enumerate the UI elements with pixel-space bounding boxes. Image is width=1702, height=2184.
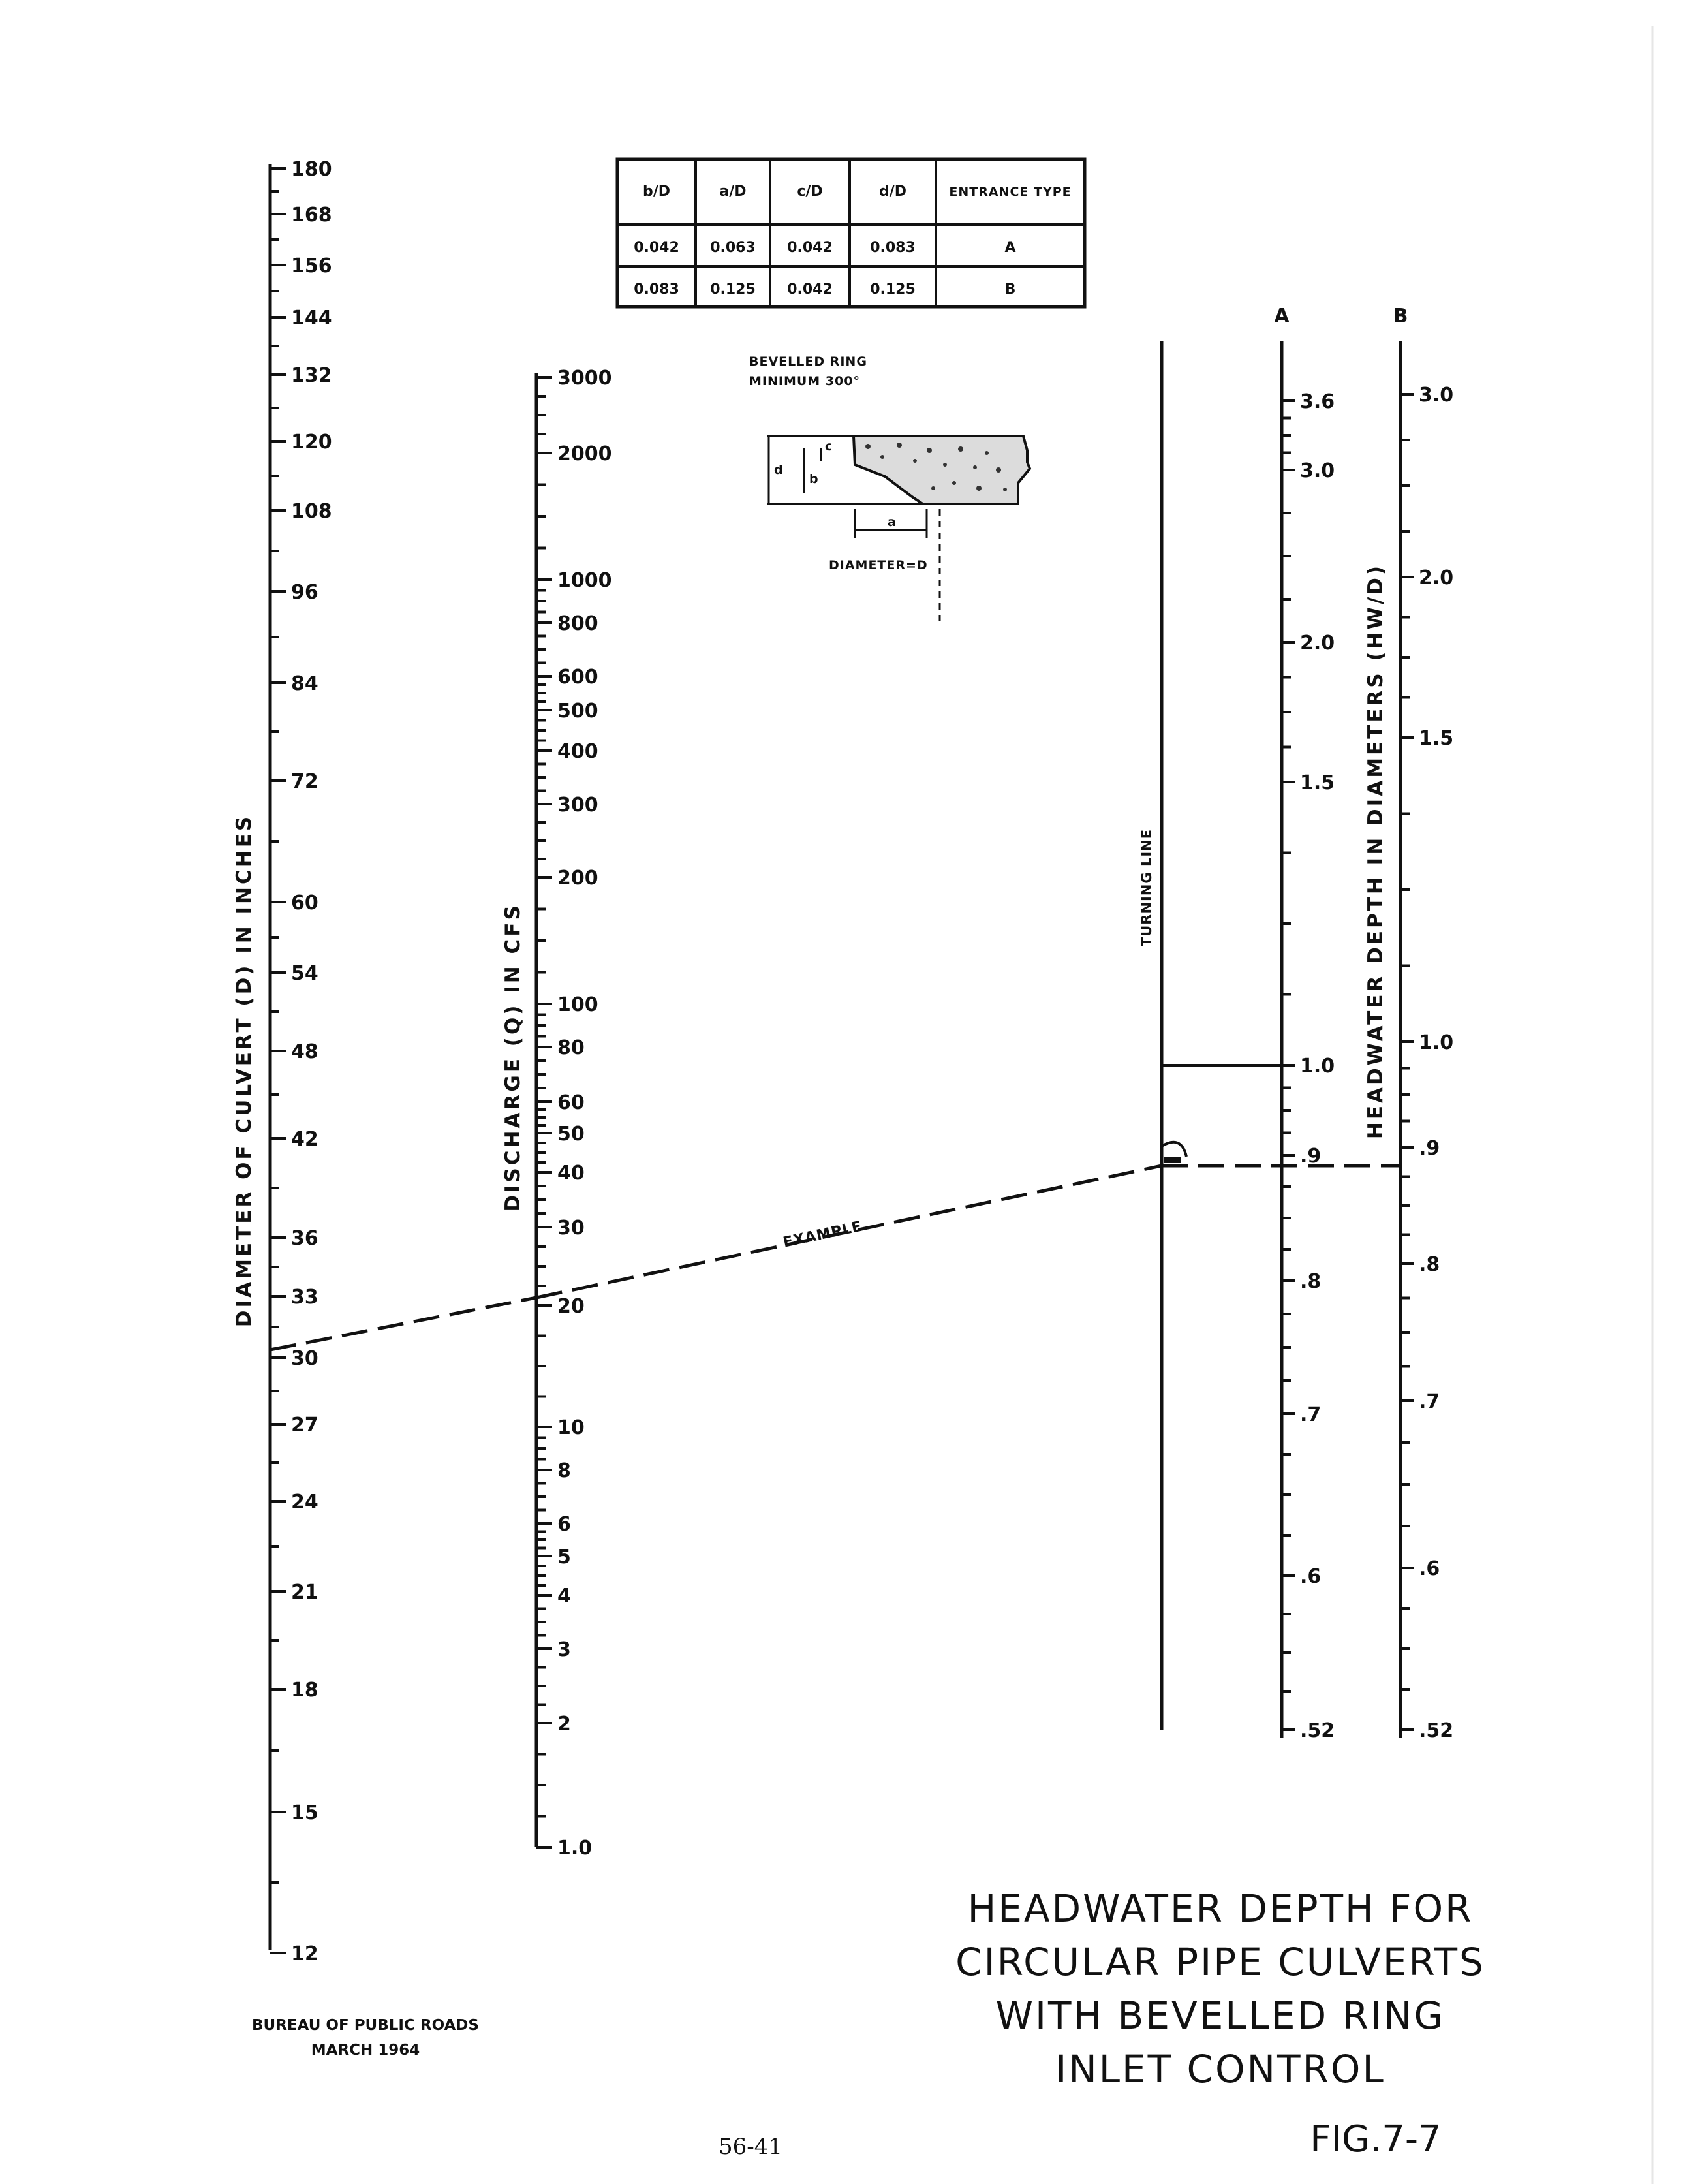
diameter-tick-label: 180: [291, 158, 332, 181]
discharge-tick-label: 2: [557, 1713, 571, 1736]
title-line-2: CIRCULAR PIPE CULVERTS: [955, 1940, 1485, 1984]
dim-letter-d: d: [774, 463, 784, 477]
diameter-tick-label: 27: [291, 1414, 318, 1437]
scale-b-tick-label: 1.0: [1419, 1031, 1454, 1054]
discharge-tick-label: 500: [557, 700, 598, 723]
figure-number: FIG.7-7: [1310, 2118, 1442, 2161]
diameter-axis-title: DIAMETER OF CULVERT (D) IN INCHES: [232, 813, 256, 1328]
discharge-tick-label: 3: [557, 1638, 571, 1661]
table-cell: 0.042: [787, 240, 833, 256]
table-cell: 0.063: [710, 240, 756, 256]
discharge-tick-label: 1000: [557, 569, 612, 592]
discharge-tick-label: 800: [557, 612, 598, 635]
discharge-tick-label: 6: [557, 1513, 571, 1536]
discharge-tick-label: 200: [557, 867, 598, 890]
scale-b-tick-label: 2.0: [1419, 567, 1454, 589]
scale-b-tick-label: .6: [1419, 1557, 1440, 1580]
scale-b-tick-label: 1.5: [1419, 727, 1454, 750]
diameter-tick-label: 72: [291, 770, 318, 793]
table-cell: 0.042: [634, 240, 679, 256]
table-cell: 0.125: [870, 281, 916, 298]
table-cell: 0.125: [710, 281, 756, 298]
title-line-4: INLET CONTROL: [1055, 2047, 1385, 2091]
title-line-1: HEADWATER DEPTH FOR: [967, 1886, 1474, 1931]
diameter-tick-label: 120: [291, 431, 332, 454]
discharge-tick-label: 40: [557, 1162, 585, 1185]
entrance-type-table: [617, 159, 1085, 307]
diameter-tick-label: 30: [291, 1347, 318, 1370]
discharge-tick-label: 400: [557, 740, 598, 763]
scale-b-tick-label: 3.0: [1419, 384, 1454, 407]
table-header-d-d: d/D: [878, 183, 907, 200]
diameter-scale: [270, 158, 332, 1965]
diameter-tick-label: 36: [291, 1227, 318, 1250]
discharge-tick-label: 50: [557, 1123, 585, 1146]
table-cell: 0.083: [634, 281, 679, 298]
discharge-tick-label: 600: [557, 666, 598, 689]
concrete-wall: [854, 436, 1030, 504]
diameter-tick-label: 15: [291, 1802, 318, 1824]
inset-label-line2: MINIMUM 300°: [749, 374, 860, 388]
bevelled-ring-inset: [749, 354, 1030, 627]
diameter-tick-label: 96: [291, 581, 318, 604]
diameter-label: DIAMETER=D: [829, 558, 928, 572]
discharge-tick-label: 300: [557, 794, 598, 817]
diameter-tick-label: 24: [291, 1491, 318, 1514]
scale-a-header: A: [1274, 305, 1290, 328]
table-header-entrance-type: ENTRANCE TYPE: [949, 185, 1072, 199]
discharge-tick-label: 30: [557, 1217, 585, 1240]
discharge-tick-label: 2000: [557, 443, 612, 465]
discharge-tick-label: 100: [557, 993, 598, 1016]
pipe-section-sketch: [767, 436, 1030, 627]
discharge-axis-title: DISCHARGE (Q) IN CFS: [501, 903, 525, 1212]
scale-b: [1400, 384, 1453, 1742]
diameter-tick-label: 33: [291, 1286, 318, 1309]
scale-a-tick-label: 2.0: [1300, 632, 1335, 655]
table-cell: 0.042: [787, 281, 833, 298]
scale-a-tick-label: 3.6: [1300, 390, 1335, 413]
diameter-tick-label: 156: [291, 255, 332, 277]
example-label: EXAMPLE: [781, 1218, 864, 1251]
page-number: 56-41: [718, 2134, 783, 2160]
table-cell: A: [1004, 240, 1016, 256]
discharge-tick-label: 4: [557, 1585, 571, 1608]
diameter-tick-label: 18: [291, 1679, 318, 1702]
discharge-scale: [536, 367, 612, 1860]
dim-letter-a: a: [888, 515, 897, 529]
scale-a-tick-label: .7: [1300, 1403, 1322, 1426]
discharge-tick-label: 8: [557, 1459, 571, 1482]
scale-b-tick-label: .8: [1419, 1253, 1440, 1276]
scale-b-header: B: [1393, 305, 1408, 328]
turning-line-title: TURNING LINE: [1139, 828, 1154, 947]
scale-a-tick-label: 3.0: [1300, 460, 1335, 482]
scale-a-tick-label: .6: [1300, 1565, 1322, 1588]
table-header-a-d: a/D: [719, 183, 747, 200]
headwater-axis-title: HEADWATER DEPTH IN DIAMETERS (HW/D): [1364, 563, 1387, 1140]
discharge-tick-label: 80: [557, 1037, 585, 1059]
discharge-tick-label: 3000: [557, 367, 612, 390]
discharge-tick-label: 1.0: [557, 1837, 593, 1860]
diameter-tick-label: 168: [291, 204, 332, 226]
table-header-b-d: b/D: [642, 183, 671, 200]
scale-a-tick-label: .8: [1300, 1270, 1322, 1293]
example-arrow: [1162, 1142, 1186, 1157]
scale-a-tick-label: .52: [1300, 1719, 1335, 1742]
table-header-c-d: c/D: [797, 183, 823, 200]
dim-letter-c: c: [825, 439, 833, 454]
scale-b-tick-label: .9: [1419, 1137, 1440, 1160]
discharge-tick-label: 10: [557, 1416, 585, 1439]
inset-label-line1: BEVELLED RING: [749, 354, 867, 369]
discharge-tick-label: 60: [557, 1091, 585, 1114]
dim-letter-b: b: [809, 472, 819, 486]
table-cell: 0.083: [870, 240, 916, 256]
diameter-tick-label: 84: [291, 672, 318, 695]
scale-a-tick-label: 1.5: [1300, 772, 1335, 794]
diameter-tick-label: 132: [291, 364, 332, 387]
table-cell: B: [1004, 281, 1016, 298]
scale-b-tick-label: .52: [1419, 1719, 1454, 1742]
diameter-tick-label: 54: [291, 962, 318, 985]
discharge-tick-label: 20: [557, 1295, 585, 1318]
diameter-tick-label: 60: [291, 892, 318, 914]
scale-a-tick-label: 1.0: [1300, 1055, 1335, 1078]
example-construction: [270, 1065, 1400, 1350]
diameter-tick-label: 108: [291, 500, 332, 523]
scale-b-tick-label: .7: [1419, 1390, 1440, 1413]
example-marker: [1164, 1157, 1181, 1163]
credit-line-2: MARCH 1964: [311, 2042, 420, 2059]
scale-a-tick-label: .9: [1300, 1145, 1322, 1168]
credit-line-1: BUREAU OF PUBLIC ROADS: [252, 2017, 479, 2034]
title-line-3: WITH BEVELLED RING: [995, 1993, 1446, 2038]
diameter-tick-label: 144: [291, 307, 332, 330]
diameter-tick-label: 12: [291, 1942, 318, 1965]
diameter-tick-label: 48: [291, 1040, 318, 1063]
diameter-tick-label: 42: [291, 1128, 318, 1151]
discharge-tick-label: 5: [557, 1546, 571, 1568]
scale-a: [1282, 390, 1335, 1742]
diameter-tick-label: 21: [291, 1581, 318, 1604]
